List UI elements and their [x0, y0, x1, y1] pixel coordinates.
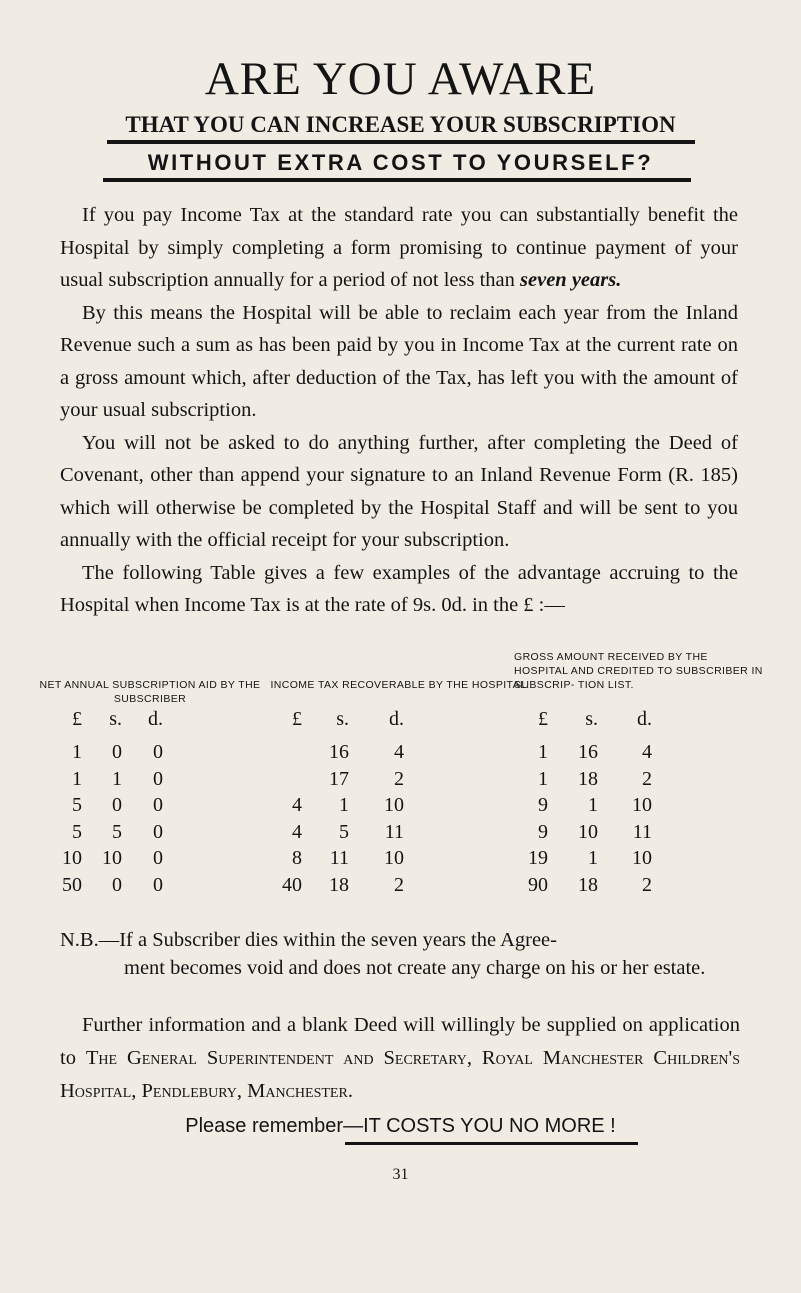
table-cell: 4 [292, 794, 302, 816]
subtitle-line-1: THAT YOU CAN INCREASE YOUR SUBSCRIPTION [125, 112, 676, 137]
table-cell: 5 [72, 820, 82, 843]
table-cell: 5 [112, 820, 122, 843]
unit-label: s. [336, 708, 349, 730]
table-cell: 10 [632, 794, 652, 816]
emphasis-seven-years: seven years. [520, 269, 622, 291]
unit-label: d. [389, 708, 404, 730]
table-cell: 9 [538, 794, 548, 816]
table-cell: 90 [528, 873, 548, 896]
table-cell: 16 [329, 741, 349, 763]
table-cell: 2 [642, 873, 652, 896]
table-cell: 17 [329, 767, 349, 790]
table-cell: 5 [72, 794, 82, 816]
table-cell: 0 [153, 847, 163, 869]
page-number: 31 [392, 1166, 409, 1183]
paragraph-1 [60, 199, 738, 297]
paragraph-2: By this means the Hospital will be able to reclaim each year from the Inland Revenue such a sum as has been paid by you in Income Tax at the current rate on a gross amount which, after deduction of the Tax, has left you with the amount of your usual subscription. [60, 301, 738, 421]
closing-lead: Please remember— [185, 1115, 364, 1137]
table-cell: 1 [72, 741, 82, 763]
body-text [60, 199, 738, 622]
table-cell: 1 [72, 767, 82, 790]
table-cell: 4 [292, 820, 302, 843]
table-cell: 10 [384, 847, 404, 869]
closing-emphasis: IT COSTS YOU NO MORE ! [363, 1115, 616, 1137]
table-cell: 1 [339, 794, 349, 816]
table-cell: 0 [153, 820, 163, 843]
note-nb [60, 926, 750, 982]
closing-line [0, 1113, 801, 1139]
table-cell: 5 [339, 820, 349, 843]
table-cell: 16 [578, 741, 598, 763]
table-cell: 11 [632, 820, 652, 843]
table-cell: 2 [394, 873, 404, 896]
table-cell: 10 [102, 847, 122, 869]
unit-label: £ [72, 708, 82, 730]
closing-underline [345, 1142, 638, 1145]
page-title: ARE YOU AWARE [204, 53, 597, 105]
table-header-net-subscription: NET ANNUAL SUBSCRIPTION AID BY THE SUBSCRIBER [39, 679, 261, 705]
table-cell: 0 [112, 741, 122, 763]
table-cell: 0 [153, 767, 163, 790]
addressee: The General Superintendent and Secretary, Royal Manchester Children's Hospital, Pendlebury, Manchester. [60, 1047, 740, 1102]
table-cell: 1 [588, 794, 598, 816]
table-cell: 10 [632, 847, 652, 869]
table-cell: 0 [112, 794, 122, 816]
divider-rule [107, 140, 695, 144]
table-cell: 10 [578, 820, 598, 843]
paragraph-3: You will not be asked to do anything further, after completing the Deed of Covenant, other than append your signature to an Inland Revenue Form (R. 185) which will otherwise be completed by the Hospital Staff and will be sent to you annually with the official receipt for your subscription. [60, 431, 738, 551]
table-cell: 0 [153, 873, 163, 896]
table-cell: 18 [578, 873, 598, 896]
unit-label: d. [148, 708, 163, 730]
table-cell: 4 [394, 741, 404, 763]
further-text: Further information and a blank Deed will willingly be supplied on application to [60, 1014, 740, 1069]
unit-label: d. [637, 708, 652, 730]
table-cell: 11 [329, 847, 349, 869]
table-header-gross-amount: GROSS AMOUNT RECEIVED BY THE HOSPITAL AND CREDITED TO SUBSCRIBER IN SUBSCRIP- TION LIST. [514, 651, 763, 691]
table-cell: 10 [62, 847, 82, 869]
table-cell: 0 [112, 873, 122, 896]
unit-label: £ [292, 708, 302, 730]
note-continuation: ment becomes void and does not create any charge on his or her estate. [124, 957, 706, 979]
table-cell: 11 [384, 820, 404, 843]
table-cell: 2 [394, 767, 404, 790]
table-cell: 0 [153, 741, 163, 763]
table-cell: 10 [384, 794, 404, 816]
table-cell: 1 [588, 847, 598, 869]
table-cell: 1 [538, 741, 548, 763]
table-cell: 9 [538, 820, 548, 843]
paragraph-4: The following Table gives a few examples of the advantage accruing to the Hospital when Income Tax is at the rate of 9s. 0d. in the £ :— [60, 561, 738, 616]
table-cell: 1 [538, 767, 548, 790]
table-cell: 1 [112, 767, 122, 790]
unit-label: s. [585, 708, 598, 730]
further-information [60, 1009, 740, 1108]
table-cell: 18 [578, 767, 598, 790]
table-cell: 2 [642, 767, 652, 790]
note-lead: N.B.—If a Subscriber dies within the seven years the Agree- [60, 929, 557, 951]
table-cell: 18 [329, 873, 349, 896]
unit-label: £ [538, 708, 548, 730]
paragraph-1-text: If you pay Income Tax at the standard rate you can substantially benefit the Hospital by simply completing a form promising to continue payment of your usual subscription annually for a period of not less than [60, 204, 738, 291]
table-cell: 50 [62, 873, 82, 896]
table-cell: 8 [292, 847, 302, 869]
table-cell: 4 [642, 741, 652, 763]
unit-label: s. [109, 708, 122, 730]
subtitle-line-2: WITHOUT EXTRA COST TO YOURSELF? [147, 150, 654, 175]
divider-rule [103, 178, 691, 182]
table-header-tax-recoverable: INCOME TAX RECOVERABLE BY THE HOSPITAL. [270, 679, 530, 691]
table-cell: 19 [528, 847, 548, 869]
table-cell: 0 [153, 794, 163, 816]
table-cell: 40 [282, 873, 302, 896]
